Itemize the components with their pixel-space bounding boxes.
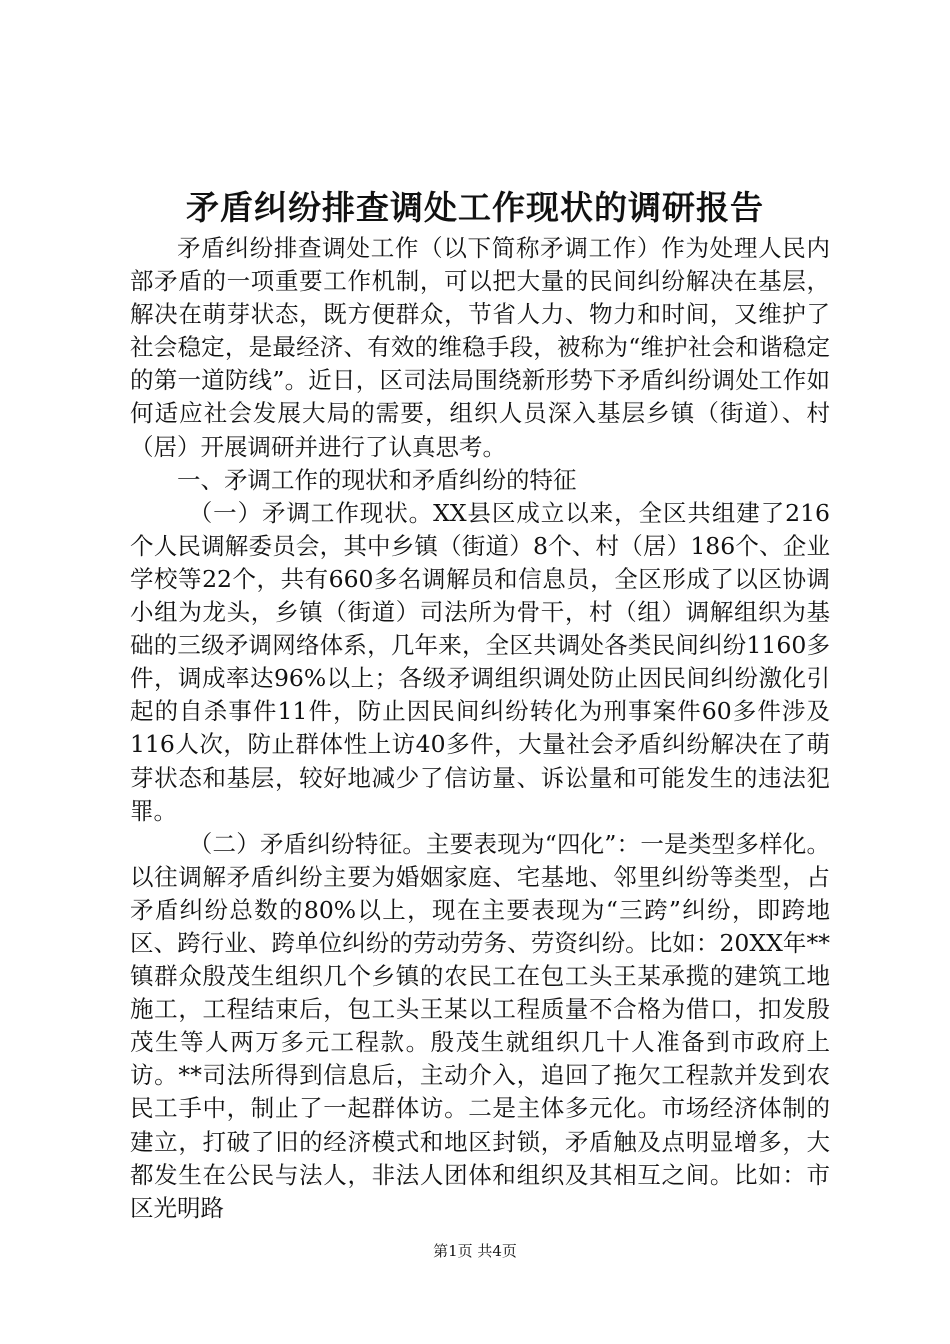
intro-paragraph: 矛盾纠纷排查调处工作（以下简称矛调工作）作为处理人民内部矛盾的一项重要工作机制，可以把大量的民间纠纷解决在基层，解决在萌芽状态，既方便群众，节省人力、物力和时间，又维护了社会稳定，是最经济、有效的维稳手段，被称为“维护社会和谐稳定的第一道防线”。近日，区司法局围绕新形势下矛盾纠纷调处工作如何适应社会发展大局的需要，组织人员深入基层乡镇（街道）、村（居）开展调研并进行了认真思考。 [130,234,830,461]
subsection-paragraph-current-status: （一）矛调工作现状。XX县区成立以来，全区共组建了216个人民调解委员会，其中乡镇（街道）8个、村（居）186个、企业学校等22个，共有660多名调解员和信息员，全区形成了以区协调小组为龙头，乡镇（街道）司法所为骨干，村（组）调解组织为基础的三级矛调网络体系，几年来，全区共调处各类民间纠纷1160多件，调成率达96%以上；各级矛调组织调处防止因民间纠纷激化引起的自杀事件11件，防止因民间纠纷转化为刑事案件60多件涉及116人次，防止群体性上访40多件，大量社会矛盾纠纷解决在了萌芽状态和基层，较好地减少了信访量、诉讼量和可能发生的违法犯罪。 [130,498,830,825]
page-footer: 第1页 共4页 [433,1242,517,1260]
section-heading: 一、矛调工作的现状和矛盾纠纷的特征 [177,465,577,494]
document-body [130,232,830,1225]
document-title: 矛盾纠纷排查调处工作现状的调研报告 [186,188,764,227]
subsection-paragraph-dispute-features: （二）矛盾纠纷特征。主要表现为“四化”：一是类型多样化。以往调解矛盾纠纷主要为婚姻家庭、宅基地、邻里纠纷等类型，占矛盾纠纷总数的80%以上，现在主要表现为“三跨”纠纷，即跨地区、跨行业、跨单位纠纷的劳动劳务、劳资纠纷。比如：20XX年**镇群众殷茂生组织几个乡镇的农民工在包工头王某承揽的建筑工地施工，工程结束后，包工头王某以工程质量不合格为借口，扣发殷茂生等人两万多元工程款。殷茂生就组织几十人准备到市政府上访。**司法所得到信息后，主动介入，追回了拖欠工程款并发到农民工手中，制止了一起群体访。二是主体多元化。市场经济体制的建立，打破了旧的经济模式和地区封锁，矛盾触及点明显增多，大都发生在公民与法人，非法人团体和组织及其相互之间。比如：市区光明路 [130,829,830,1222]
